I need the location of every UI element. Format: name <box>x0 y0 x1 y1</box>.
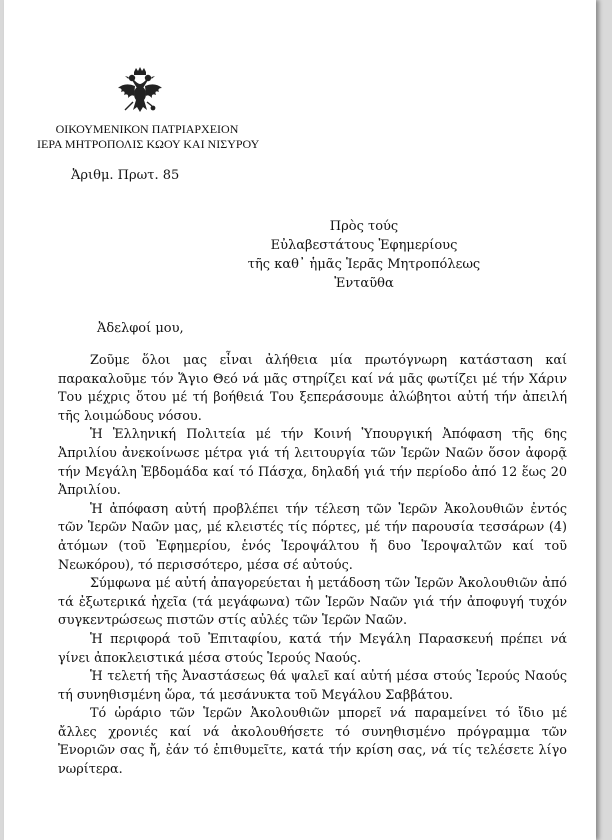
org-name-patriarchate: ΟΙΚΟΥΜΕΝΙΚΟΝ ΠΑΤΡΙΑΡΧΕΙΟΝ <box>55 122 239 136</box>
protocol-number: Ἀριθμ. Πρωτ. 85 <box>71 168 180 183</box>
recipient-line: Εὐλαβεστάτους Ἐφημερίους <box>270 238 458 253</box>
recipient-line: τῆς καθ᾽ ἡμᾶς Ἱερᾶς Μητροπόλεως <box>247 257 481 272</box>
recipients-block <box>164 217 564 293</box>
body-paragraph: Σύμφωνα μέ αὐτή ἀπαγορεύεται ἡ μετάδοση τῶν Ἱερῶν Ἀκολουθιῶν ἀπό τά ἐξωτερικά ἠχεῖα (τά μεγάφωνα) τῶν Ἱερῶν Ναῶν γιά τήν ἀποφυγή τυχόν συγκεντρώσεως πιστῶν στίς αὐλές τῶν Ἱερῶν Ναῶν. <box>58 576 567 629</box>
organization-header <box>37 122 260 152</box>
org-name-metropolis: ΙΕΡΑ ΜΗΤΡΟΠΟΛΙΣ ΚΩΟΥ ΚΑΙ ΝΙΣΥΡΟΥ <box>37 137 260 151</box>
letter-page <box>4 0 596 840</box>
letter-body <box>58 352 567 780</box>
body-paragraph: Τό ὡράριο τῶν Ἱερῶν Ἀκολουθιῶν μπορεῖ νά παραμείνει τό ἴδιο μέ ἄλλες χρονιές καί νά ἀκολουθήσετε τό συνηθισμένο πρόγραμμα τῶν Ἐνοριῶν σας ἤ, ἐάν τό ἐπιθυμεῖτε, κατά τήν κρίση σας, νά τίς τελέσετε λίγο νωρίτερα. <box>58 706 567 778</box>
body-paragraph: Ἡ Ἑλληνική Πολιτεία μέ τήν Κοινή Ὑπουργική Ἀπόφαση τῆς 6ης Ἀπριλίου ἀνεκοίνωσε μέτρα γιά τή λειτουργία τῶν Ἱερῶν Ναῶν ὅσον ἀφορᾷ τήν Μεγάλη Ἑβδομάδα καί τό Πάσχα, δηλαδή γιά τήν περίοδο ἀπό 12 ἕως 20 Ἀπριλίου. <box>58 427 567 499</box>
body-paragraph: Ἡ τελετή τῆς Ἀναστάσεως θά ψαλεῖ καί αὐτή μέσα στούς Ἱερούς Ναούς τή συνηθισμένη ὥρα, τά μεσάνυκτα τοῦ Μεγάλου Σαββάτου. <box>58 669 567 703</box>
recipient-line: Ἐνταῦθα <box>334 276 394 291</box>
recipient-line: Πρὸς τούς <box>329 219 399 234</box>
body-paragraph: Ἡ περιφορά τοῦ Ἐπιταφίου, κατά τήν Μεγάλη Παρασκευή πρέπει νά γίνει ἀποκλειστικά μέσα στούς Ἱερούς Ναούς. <box>58 631 567 666</box>
greeting: Ἀδελφοί μου, <box>97 321 184 336</box>
double-headed-eagle-icon <box>115 66 165 116</box>
body-paragraph: Ἡ ἀπόφαση αὐτή προβλέπει τήν τέλεση τῶν Ἱερῶν Ἀκολουθιῶν ἐντός τῶν Ἱερῶν Ναῶν μας, μέ κλειστές τίς πόρτες, μέ τήν παρουσία τεσσάρων (4) ἀτόμων (τοῦ Ἐφημερίου, ἑνός Ἱεροψάλτου ἤ δυο Ἱεροψαλτῶν καί τοῦ Νεωκόρου), τό περισσότερο, μέσα σέ αὐτούς. <box>58 501 567 573</box>
body-paragraph: Ζοῦμε ὅλοι μας εἶναι ἀλήθεια μία πρωτόγνωρη κατάσταση καί παρακαλοῦμε τόν Ἅγιο Θεό νά μᾶς στηρίζει καί νά μᾶς φωτίζει μέ τήν Χάριν Του μέχρις ὅτου μέ τή βοήθειά Του ξεπεράσουμε ἀλώβητοι αὐτή τήν ἀπειλή τῆς λοιμώδους νόσου. <box>58 353 567 424</box>
